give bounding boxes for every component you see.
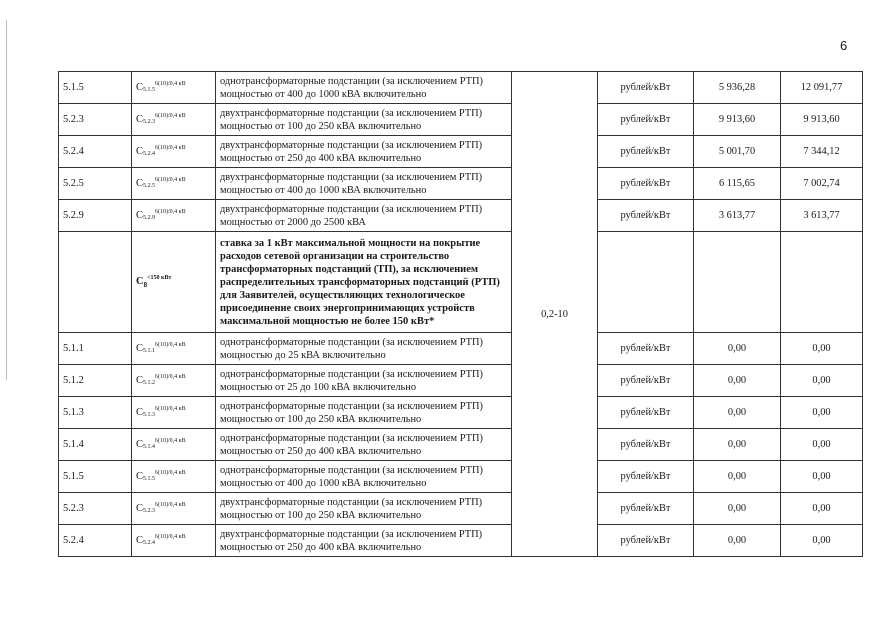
row-code: 5.1.3: [59, 397, 132, 429]
row-code: 5.2.3: [59, 493, 132, 525]
row-unit: рублей/кВт: [598, 104, 694, 136]
row-description: однотрансформаторные подстанции (за исключением РТП) мощностью до 25 кВА включительно: [216, 333, 512, 365]
table-row: [59, 397, 863, 429]
symbol-superscript: 6(10)/0,4 кВ: [155, 406, 186, 412]
row-value-2: 9 913,60: [781, 104, 863, 136]
symbol-base: C: [136, 114, 144, 125]
table-row: [59, 136, 863, 168]
tariff-symbol: [132, 136, 216, 168]
symbol-superscript: 6(10)/0,4 кВ: [155, 145, 186, 151]
table-row: [59, 365, 863, 397]
section-symbol-superscript: <150 кВт: [147, 274, 172, 281]
row-description: двухтрансформаторные подстанции (за исключением РТП) мощностью от 2000 до 2500 кВА: [216, 200, 512, 232]
symbol-subscript: 5.1.5: [143, 476, 156, 482]
header-value-2: [781, 232, 863, 333]
symbol-subscript: 5.2.5: [143, 183, 156, 189]
row-value-2: 0,00: [781, 365, 863, 397]
row-description: двухтрансформаторные подстанции (за исключением РТП) мощностью от 100 до 250 кВА включительно: [216, 104, 512, 136]
row-value-2: 0,00: [781, 397, 863, 429]
row-value-2: 12 091,77: [781, 72, 863, 104]
row-description: двухтрансформаторные подстанции (за исключением РТП) мощностью от 400 до 1000 кВА включительно: [216, 168, 512, 200]
symbol-subscript: 5.1.3: [143, 412, 156, 418]
row-code: 5.2.4: [59, 525, 132, 557]
row-unit: рублей/кВт: [598, 397, 694, 429]
row-description: однотрансформаторные подстанции (за исключением РТП) мощностью от 25 до 100 кВА включительно: [216, 365, 512, 397]
symbol-superscript: 6(10)/0,4 кВ: [155, 438, 186, 444]
symbol-base: C: [136, 82, 144, 93]
row-value-1: 9 913,60: [694, 104, 781, 136]
tariff-symbol: [132, 525, 216, 557]
symbol-base: C: [136, 471, 144, 482]
symbol-subscript: 5.2.4: [143, 151, 156, 157]
row-value-2: 0,00: [781, 461, 863, 493]
row-code: 5.1.1: [59, 333, 132, 365]
tariff-symbol: [132, 397, 216, 429]
row-code: 5.1.5: [59, 461, 132, 493]
row-code: 5.2.4: [59, 136, 132, 168]
row-value-2: 0,00: [781, 493, 863, 525]
row-description: двухтрансформаторные подстанции (за исключением РТП) мощностью от 250 до 400 кВА включительно: [216, 136, 512, 168]
table-row: [59, 333, 863, 365]
row-code: 5.2.5: [59, 168, 132, 200]
symbol-superscript: 6(10)/0,4 кВ: [155, 374, 186, 380]
symbol-base: C: [136, 407, 144, 418]
symbol-superscript: 6(10)/0,4 кВ: [155, 502, 186, 508]
row-unit: рублей/кВт: [598, 461, 694, 493]
symbol-superscript: 6(10)/0,4 кВ: [155, 81, 186, 87]
section-symbol-subscript: 8: [143, 281, 148, 290]
row-code: 5.1.2: [59, 365, 132, 397]
row-value-1: 0,00: [694, 525, 781, 557]
page-number: 6: [840, 38, 848, 53]
table-row: [59, 429, 863, 461]
symbol-superscript: 6(10)/0,4 кВ: [155, 113, 186, 119]
section-symbol-base: C: [136, 275, 144, 287]
row-description: двухтрансформаторные подстанции (за исключением РТП) мощностью от 100 до 250 кВА включительно: [216, 493, 512, 525]
table-row: [59, 525, 863, 557]
tariff-symbol: [132, 365, 216, 397]
symbol-superscript: 6(10)/0,4 кВ: [155, 534, 186, 540]
row-value-1: 0,00: [694, 493, 781, 525]
row-description: однотрансформаторные подстанции (за исключением РТП) мощностью от 100 до 250 кВА включительно: [216, 397, 512, 429]
tariff-table: [58, 71, 863, 557]
row-unit: рублей/кВт: [598, 168, 694, 200]
header-value-1: [694, 232, 781, 333]
symbol-base: C: [136, 146, 144, 157]
tariff-symbol: [132, 104, 216, 136]
row-value-1: 0,00: [694, 397, 781, 429]
row-unit: рублей/кВт: [598, 333, 694, 365]
row-value-2: 0,00: [781, 429, 863, 461]
row-value-1: 0,00: [694, 333, 781, 365]
row-value-2: 7 002,74: [781, 168, 863, 200]
table-row: [59, 200, 863, 232]
row-value-2: 3 613,77: [781, 200, 863, 232]
tariff-symbol: [132, 200, 216, 232]
symbol-base: C: [136, 210, 144, 221]
symbol-superscript: 6(10)/0,4 кВ: [155, 342, 186, 348]
symbol-superscript: 6(10)/0,4 кВ: [155, 177, 186, 183]
symbol-base: C: [136, 178, 144, 189]
row-unit: рублей/кВт: [598, 200, 694, 232]
symbol-subscript: 5.2.3: [143, 508, 156, 514]
row-value-2: 0,00: [781, 525, 863, 557]
symbol-base: C: [136, 343, 144, 354]
row-value-1: 5 936,28: [694, 72, 781, 104]
row-unit: рублей/кВт: [598, 429, 694, 461]
row-unit: рублей/кВт: [598, 365, 694, 397]
symbol-subscript: 5.2.9: [143, 215, 156, 221]
symbol-superscript: 6(10)/0,4 кВ: [155, 470, 186, 476]
row-unit: рублей/кВт: [598, 72, 694, 104]
row-value-1: 3 613,77: [694, 200, 781, 232]
row-code: 5.2.9: [59, 200, 132, 232]
symbol-base: C: [136, 503, 144, 514]
row-value-1: 5 001,70: [694, 136, 781, 168]
symbol-subscript: 5.1.4: [143, 444, 156, 450]
tariff-symbol: [132, 333, 216, 365]
section-symbol: [132, 232, 216, 333]
row-description: двухтрансформаторные подстанции (за исключением РТП) мощностью от 250 до 400 кВА включительно: [216, 525, 512, 557]
row-unit: рублей/кВт: [598, 136, 694, 168]
symbol-subscript: 5.1.5: [143, 87, 156, 93]
row-value-1: 0,00: [694, 461, 781, 493]
header-code: [59, 232, 132, 333]
row-unit: рублей/кВт: [598, 525, 694, 557]
row-code: 5.1.4: [59, 429, 132, 461]
table-row: [59, 72, 863, 104]
table-row: [59, 104, 863, 136]
symbol-base: C: [136, 375, 144, 386]
symbol-subscript: 5.1.2: [143, 380, 156, 386]
row-description: однотрансформаторные подстанции (за исключением РТП) мощностью от 400 до 1000 кВА включительно: [216, 461, 512, 493]
table-row: [59, 461, 863, 493]
table-row: [59, 493, 863, 525]
symbol-base: C: [136, 535, 144, 546]
symbol-subscript: 5.1.1: [143, 348, 156, 354]
row-value-1: 0,00: [694, 365, 781, 397]
row-value-2: 7 344,12: [781, 136, 863, 168]
section-header-row: [59, 232, 863, 333]
symbol-subscript: 5.2.4: [143, 540, 156, 546]
header-unit: [598, 232, 694, 333]
row-description: однотрансформаторные подстанции (за исключением РТП) мощностью от 250 до 400 кВА включительно: [216, 429, 512, 461]
row-description: однотрансформаторные подстанции (за исключением РТП) мощностью от 400 до 1000 кВА включительно: [216, 72, 512, 104]
voltage-level: 0,2-10: [512, 72, 598, 557]
row-value-2: 0,00: [781, 333, 863, 365]
row-unit: рублей/кВт: [598, 493, 694, 525]
symbol-superscript: 6(10)/0,4 кВ: [155, 209, 186, 215]
row-code: 5.2.3: [59, 104, 132, 136]
tariff-symbol: [132, 461, 216, 493]
row-code: 5.1.5: [59, 72, 132, 104]
tariff-symbol: [132, 493, 216, 525]
scan-edge-line: [6, 20, 7, 380]
row-value-1: 0,00: [694, 429, 781, 461]
tariff-symbol: [132, 429, 216, 461]
table-row: [59, 168, 863, 200]
row-value-1: 6 115,65: [694, 168, 781, 200]
symbol-base: C: [136, 439, 144, 450]
section-description: ставка за 1 кВт максимальной мощности на покрытие расходов сетевой организации на строительство трансформаторных подстанций (ТП), за исключением распределительных трансформаторных подстанций (РТП) для Заявителей, осуществляющих технологическое присоединение своих энергопринимающих устройств максимальной мощностью не более 150 кВт*: [216, 232, 512, 333]
tariff-symbol: [132, 168, 216, 200]
symbol-subscript: 5.2.3: [143, 119, 156, 125]
tariff-symbol: [132, 72, 216, 104]
